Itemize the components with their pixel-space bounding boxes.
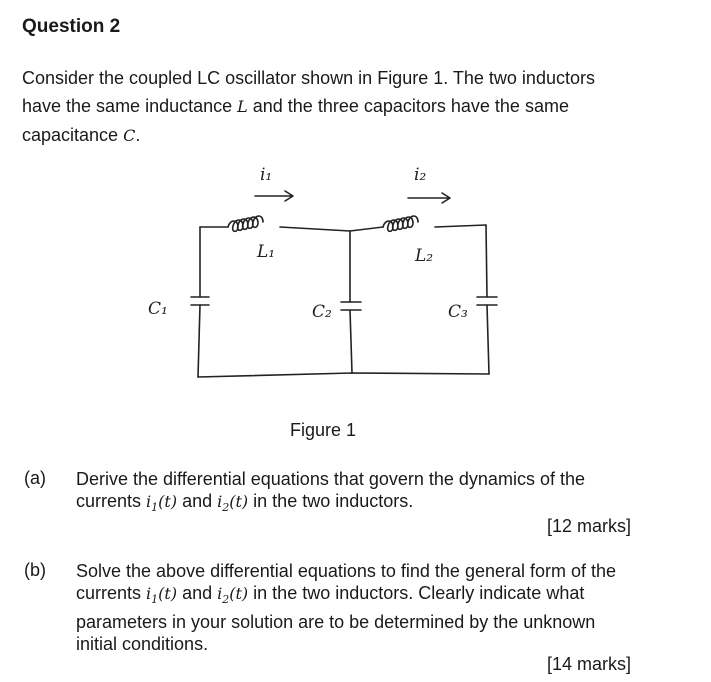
- inductor-2-label: L₂: [415, 246, 434, 266]
- capacitance-symbol: C: [123, 126, 136, 145]
- intro-text-2: and the three capacitors have the same capacitance: [22, 96, 569, 145]
- part-a-text-3: in the two inductors.: [248, 491, 414, 511]
- wire-top-mid-left: [280, 227, 350, 231]
- circuit-diagram: [130, 158, 530, 388]
- capacitor-1-plates: [191, 297, 209, 305]
- part-b-text-2: and: [177, 583, 218, 603]
- part-b-text-1: Solve the above differential equations to find the general form of the currents: [76, 561, 617, 603]
- part-b-var-1: $i_1(t)$: [146, 584, 178, 607]
- part-a-label: (a): [24, 468, 46, 488]
- inductance-symbol: L: [237, 97, 248, 116]
- wire-bottom: [198, 373, 489, 377]
- intro-text-1: Consider the coupled LC oscillator shown in Figure 1. The two inductors have the same inductance: [22, 68, 595, 116]
- part-a-text-1: Derive the differential equations that govern the dynamics of the currents: [76, 469, 585, 511]
- wire-top-right: [435, 225, 486, 227]
- wire-left-lower: [198, 305, 200, 377]
- part-b-text-3: in the two inductors. Clearly indicate what parameters in your solution are to be determined by the unknown initial conditions.: [76, 583, 596, 655]
- part-b-var-2: $i_2(t)$: [217, 584, 249, 607]
- capacitor-3-label: C₃: [448, 302, 468, 322]
- current-1-label: i₁: [260, 165, 273, 185]
- question-intro: [22, 64, 622, 150]
- part-a-var-1: $i_1(t)$: [146, 492, 178, 515]
- figure-caption: Figure 1: [290, 420, 357, 440]
- part-a-text-2: and: [177, 491, 218, 511]
- question-title: Question 2: [22, 16, 121, 37]
- capacitor-2-plates: [341, 302, 361, 310]
- capacitor-3-plates: [477, 297, 497, 305]
- current-2-arrow: [408, 193, 450, 203]
- part-b-marks: [14 marks]: [546, 654, 631, 674]
- current-1-arrow: [255, 191, 293, 201]
- wire-right-upper: [486, 225, 487, 297]
- part-a-var-2: $i_2(t)$: [217, 492, 249, 515]
- capacitor-1-label: C₁: [148, 299, 168, 319]
- part-b-label: (b): [24, 560, 46, 580]
- part-b-text: [76, 560, 636, 655]
- part-a-text: [76, 468, 636, 519]
- wire-right-lower: [487, 305, 489, 374]
- capacitor-2-label: C₂: [312, 302, 332, 322]
- wire-mid-lower: [350, 310, 352, 373]
- wire-top-mid-right: [350, 227, 383, 231]
- intro-text-3: .: [135, 125, 141, 145]
- inductor-1-label: L₁: [257, 242, 276, 262]
- inductor-2-coil: [383, 216, 418, 231]
- part-a-marks: [12 marks]: [546, 516, 631, 536]
- inductor-1-coil: [228, 216, 263, 231]
- current-2-label: i₂: [414, 165, 427, 185]
